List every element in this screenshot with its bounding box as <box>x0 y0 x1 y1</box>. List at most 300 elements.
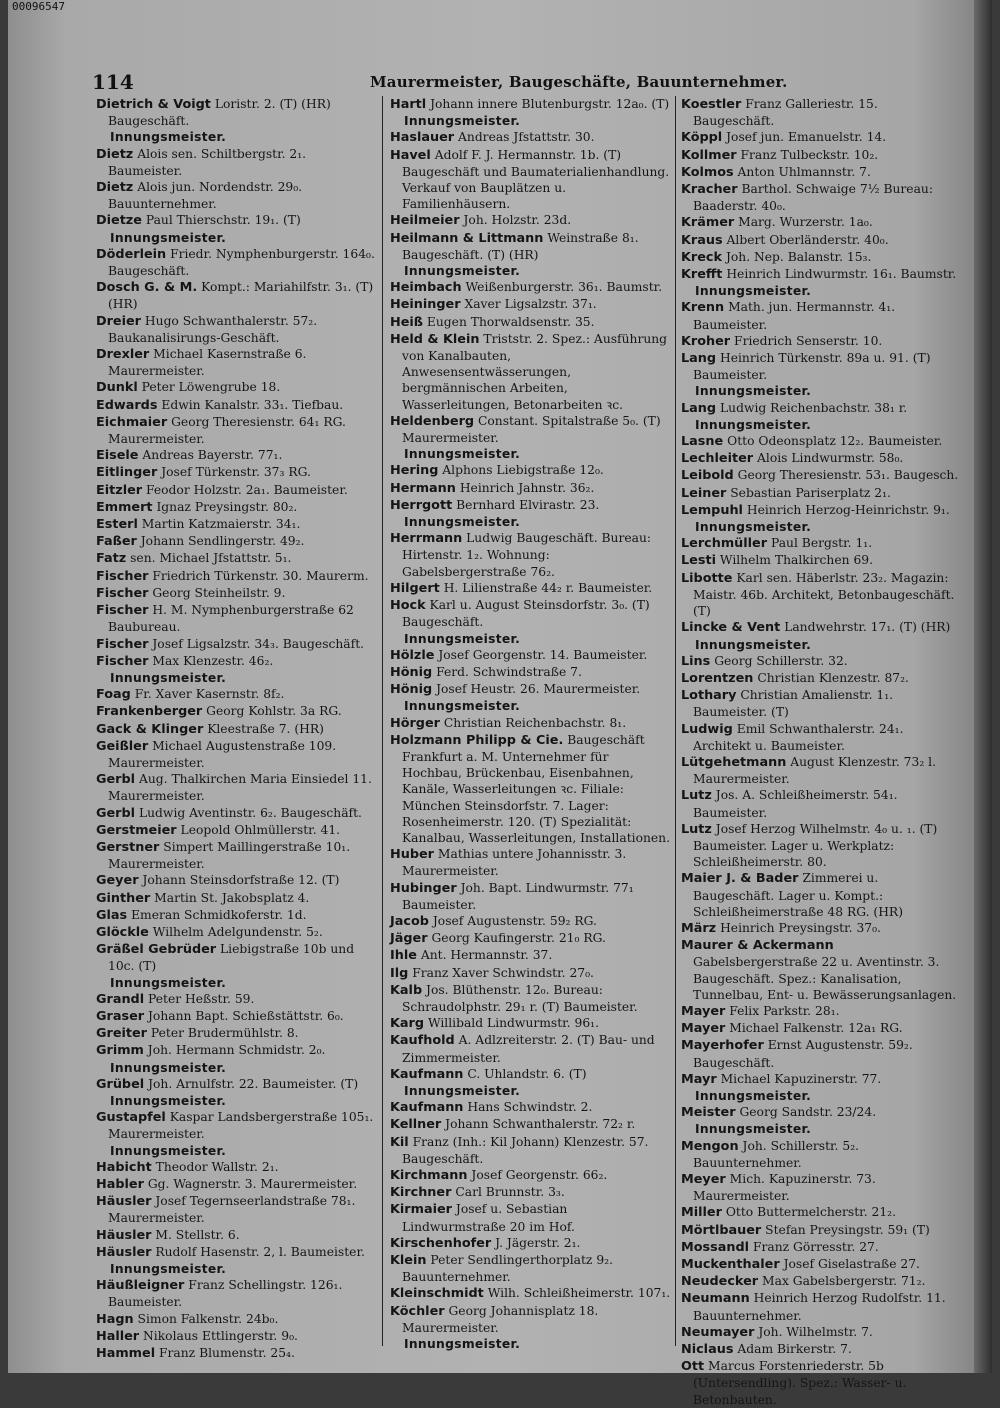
directory-entry <box>96 533 378 550</box>
entry-details: Franz Xaver Schwindstr. 27₀. <box>412 965 594 980</box>
directory-entry <box>96 907 378 924</box>
entry-details: Georg Steinheilstr. 9. <box>152 585 286 600</box>
entry-details: Joh. Nep. Balanstr. 15₃. <box>725 249 872 264</box>
directory-entry <box>681 1273 959 1290</box>
column-rule <box>382 96 383 1346</box>
entry-details: Triststr. 2. Spez.: Ausführung von Kanalbauten, Anwesensentwässerungen, bergmännischen Arbeiten, Wasserleitungen, Betonarbeiten ꝛc. <box>402 331 668 412</box>
entry-details: Friedrich Senserstr. 10. <box>734 333 883 348</box>
entry-name: Kirchmann <box>390 1168 468 1183</box>
entry-details: Georg Kaufingerstr. 21₀ RG. <box>431 931 606 946</box>
entry-name: Neumayer <box>681 1324 755 1340</box>
entry-name: Kil <box>390 1134 409 1150</box>
column-rule <box>675 96 676 1346</box>
entry-name: Held & Klein <box>390 331 480 347</box>
guild-master-marker: Innungsmeister. <box>695 384 812 399</box>
directory-entry <box>96 1311 378 1328</box>
entry-details: Eugen Thorwaldsenstr. 35. <box>426 314 595 329</box>
entry-details: Adam Birkerstr. 7. <box>737 1342 852 1357</box>
entry-name: Lins <box>681 653 711 669</box>
entry-details: Ernst Augustenstr. 59₂. Baugeschäft. <box>693 1038 913 1070</box>
entry-details: Ant. Hermannstr. 37. <box>420 948 553 963</box>
directory-entry <box>681 1290 959 1323</box>
entry-details: Georg Johannisplatz 18. Maurermeister. <box>402 1303 599 1335</box>
guild-master-marker: Innungsmeister. <box>695 637 812 652</box>
entry-details: Simon Falkenstr. 24b₀. <box>137 1311 279 1326</box>
directory-entry <box>96 313 378 346</box>
entry-details: Barthol. Schwaige 7½ Bureau: Baaderstr. 40₀. <box>693 182 933 214</box>
entry-name: Döderlein <box>96 246 167 262</box>
entry-name: Fischer <box>96 585 149 601</box>
directory-entry <box>681 266 959 283</box>
entry-name: Heiß <box>390 314 423 330</box>
entry-name: Grandl <box>96 991 145 1007</box>
entry-details: Josef Heustr. 26. Maurermeister. <box>436 682 641 697</box>
entry-name: Fischer <box>96 653 149 669</box>
entry-details: Zimmerei u. Baugeschäft. Lager u. Kompt.: Schleißheimerstraße 48 RG. (HR) <box>693 871 903 919</box>
entry-name: Habicht <box>96 1159 152 1175</box>
directory-entry <box>681 502 959 519</box>
directory-entry <box>681 1204 959 1221</box>
guild-master-marker: Innungsmeister. <box>404 114 521 129</box>
entry-details: Heinrich Herzog-Heinrichstr. 9₁. <box>746 502 950 517</box>
entry-details: Weinstraße 8₁. Baugeschäft. (T) (HR) <box>402 230 639 262</box>
directory-entry <box>390 1032 672 1065</box>
entry-details: Josef jun. Emanuelstr. 14. <box>726 130 887 145</box>
entry-name: Geyer <box>96 873 139 889</box>
directory-entry <box>681 937 959 1003</box>
directory-entry <box>96 822 378 839</box>
directory-entry <box>390 982 672 1015</box>
directory-entry <box>96 212 378 229</box>
entry-name: Gerstner <box>96 839 160 855</box>
entry-details: Karl sen. Häberlstr. 23₂. Magazin: Maistr. 46b. Architekt, Betonbaugeschäft. (T) <box>693 570 955 619</box>
entry-details: Ludwig Reichenbachstr. 38₁ r. <box>719 400 908 415</box>
entry-details: Friedrich Türkenstr. 30. Maurerm. <box>152 568 369 583</box>
directory-entry <box>390 230 672 263</box>
entry-details: Josef Georgenstr. 14. Baumeister. <box>438 647 648 662</box>
entry-name: Meister <box>681 1105 736 1121</box>
entry-details: Heinrich Herzog Rudolfstr. 11. Bauunternehmer. <box>693 1291 946 1323</box>
entry-details: Hans Schwindstr. 2. <box>467 1100 593 1115</box>
directory-entry <box>681 1003 959 1020</box>
entry-name: Karg <box>390 1016 425 1032</box>
directory-entry <box>96 146 378 179</box>
entry-details: Christian Reichenbachstr. 8₁. <box>443 715 627 730</box>
directory-entry <box>96 1328 378 1345</box>
entry-name: Kirmaier <box>390 1202 452 1218</box>
directory-entry <box>681 1222 959 1239</box>
guild-master-marker: Innungsmeister. <box>110 1093 227 1108</box>
entry-details: Otto Buttermelcherstr. 21₂. <box>725 1205 896 1220</box>
entry-name: Ginther <box>96 890 151 906</box>
directory-entry <box>390 880 672 913</box>
directory-entry <box>390 913 672 930</box>
entry-name: Jacob <box>390 913 429 929</box>
guild-master-marker: Innungsmeister. <box>110 1060 227 1075</box>
directory-entry <box>681 333 959 350</box>
directory-entry <box>681 787 959 820</box>
entry-name: Hartl <box>390 97 427 112</box>
entry-name: Hilgert <box>390 580 440 596</box>
entry-details: Michael Kapuzinerstr. 77. <box>720 1071 882 1086</box>
entry-name: Hagn <box>96 1311 134 1327</box>
directory-entry <box>390 1184 672 1201</box>
entry-name: Frankenberger <box>96 704 203 720</box>
entry-name: Edwards <box>96 397 158 413</box>
directory-entry <box>390 1252 672 1285</box>
entry-details: Max Klenzestr. 46₂. <box>152 653 274 668</box>
entry-details: M. Stellstr. 6. <box>155 1227 240 1242</box>
entry-details: Andreas Jfstattstr. 30. <box>458 130 595 145</box>
entry-name: Eitzler <box>96 482 143 498</box>
entry-name: Mayer <box>681 1003 726 1019</box>
entry-details: Edwin Kanalstr. 33₁. Tiefbau. <box>161 397 344 412</box>
entry-name: Koestler <box>681 97 742 112</box>
directory-entry <box>681 1256 959 1273</box>
entry-name: Gerbl <box>96 805 136 821</box>
entry-details: Kompt.: Mariahilfstr. 3₁. (T)(HR) <box>108 280 374 312</box>
entry-details: Mathias untere Johannisstr. 3. Maurermeister. <box>402 847 627 879</box>
entry-details: Joh. Arnulfstr. 22. Baumeister. (T) <box>148 1076 359 1091</box>
guild-master-marker: Innungsmeister. <box>404 631 521 646</box>
directory-entry <box>390 1116 672 1133</box>
entry-name: Hermann <box>390 480 456 496</box>
entry-name: Gustapfel <box>96 1110 166 1126</box>
entry-details: Georg Theresienstr. 64₁ RG. Maurermeister. <box>108 414 346 447</box>
entry-details: Johann Sendlingerstr. 49₂. <box>140 534 305 549</box>
column-1 <box>96 96 378 1362</box>
directory-entry <box>96 1109 378 1142</box>
entry-name: Heilmann & Littmann <box>390 230 544 246</box>
entry-name: Kracher <box>681 182 738 198</box>
entry-details: Otto Odeonsplatz 12₂. Baumeister. <box>727 434 943 449</box>
entry-details: Franz Schellingstr. 126₁. Baumeister. <box>108 1278 343 1310</box>
entry-name: Glöckle <box>96 924 149 940</box>
entry-name: Kolmos <box>681 164 734 180</box>
entry-name: Klein <box>390 1253 427 1269</box>
entry-details: Paul Bergstr. 1₁. <box>770 536 873 551</box>
entry-details: Johann Bapt. Schießstättstr. 6₀. <box>147 1008 344 1023</box>
entry-name: Dietze <box>96 213 142 229</box>
entry-name: Krenn <box>681 300 725 316</box>
directory-entry <box>681 350 959 383</box>
entry-details: Weißenburgerstr. 36₁. Baumstr. <box>465 280 663 295</box>
directory-entry <box>96 839 378 872</box>
entry-name: Leiner <box>681 485 727 501</box>
directory-entry <box>390 147 672 213</box>
directory-entry <box>390 1303 672 1336</box>
directory-entry <box>390 681 672 698</box>
directory-entry <box>96 602 378 635</box>
directory-entry <box>96 1176 378 1193</box>
entry-name: Foag <box>96 687 131 703</box>
page-number: 114 <box>92 70 134 94</box>
entry-name: Holzmann Philipp & Cie. <box>390 732 564 748</box>
entry-name: Kirchner <box>390 1185 452 1201</box>
entry-name: Ilg <box>390 965 409 981</box>
entry-name: Hering <box>390 463 439 479</box>
entry-name: Hammel <box>96 1346 156 1362</box>
entry-name: Gräßel Gebrüder <box>96 942 217 958</box>
directory-entry <box>390 212 672 229</box>
entry-details: Marcus Forstenriederstr. 5b (Untersendling). Spez.: Wasser- u. Betonbauten. <box>693 1359 907 1407</box>
entry-name: Hubinger <box>390 880 457 896</box>
directory-entry <box>96 924 378 941</box>
directory-entry <box>390 413 672 446</box>
entry-details: Marg. Wurzerstr. 1a₀. <box>738 215 873 230</box>
directory-entry <box>390 480 672 497</box>
entry-details: Franz Galleriestr. 15. Baugeschäft. <box>693 97 878 129</box>
directory-entry <box>96 872 378 889</box>
directory-entry <box>681 400 959 417</box>
entry-name: Fatz <box>96 551 127 567</box>
entry-name: Gerstmeier <box>96 822 177 838</box>
guild-master-marker: Innungsmeister. <box>110 670 227 685</box>
entry-details: Michael Augustenstraße 109. Maurermeister. <box>108 738 337 770</box>
entry-name: Dietrich & Voigt <box>96 97 211 112</box>
entry-details: Peter Löwengrube 18. <box>141 380 281 395</box>
guild-master-marker: Innungsmeister. <box>404 1337 521 1352</box>
directory-entry <box>681 1104 959 1121</box>
entry-name: Dreier <box>96 313 141 329</box>
directory-entry <box>390 1285 672 1302</box>
directory-entry <box>96 279 378 312</box>
directory-entry <box>96 1227 378 1244</box>
directory-entry <box>681 687 959 720</box>
entry-details: Leopold Ohlmüllerstr. 41. <box>180 822 341 837</box>
directory-entry <box>681 1171 959 1204</box>
entry-details: Wilh. Schleißheimerstr. 107₁. <box>487 1286 671 1301</box>
entry-details: Michael Kasernstraße 6. Maurermeister. <box>108 347 307 379</box>
entry-details: Peter Sendlingerthorplatz 9₂. Bauunternehmer. <box>402 1253 613 1285</box>
directory-entry <box>390 846 672 879</box>
entry-name: Lerchmüller <box>681 536 768 552</box>
entry-details: Friedr. Nymphenburgerstr. 164₀. Baugeschäft. <box>108 246 375 279</box>
entry-name: Mossandl <box>681 1239 750 1255</box>
entry-details: Johann Schwanthalerstr. 72₂ r. <box>445 1117 636 1132</box>
entry-name: Gack & Klinger <box>96 721 204 737</box>
guild-master-marker: Innungsmeister. <box>695 520 812 535</box>
entry-details: Josef Augustenstr. 59₂ RG. <box>432 913 597 928</box>
entry-name: Kaufmann <box>390 1100 464 1116</box>
entry-details: Heinrich Lindwurmstr. 16₁. Baumstr. <box>726 267 957 282</box>
entry-details: Joh. Schillerstr. 5₂. Bauunternehmer. <box>693 1138 860 1170</box>
directory-entry <box>681 232 959 249</box>
entry-details: Alois jun. Nordendstr. 29₀. Bauunternehmer. <box>108 180 303 212</box>
guild-master-marker: Innungsmeister. <box>404 1083 521 1098</box>
entry-details: Heinrich Türkenstr. 89a u. 91. (T) Baumeister. <box>693 351 931 383</box>
guild-master-marker: Innungsmeister. <box>404 447 521 462</box>
entry-name: Mayr <box>681 1071 717 1087</box>
directory-entry <box>96 941 378 974</box>
entry-name: Grübel <box>96 1076 145 1092</box>
directory-entry <box>681 214 959 231</box>
entry-details: Jos. Blüthenstr. 12₀. Bureau: Schraudolphstr. 29₁ r. (T) Baumeister. <box>402 982 638 1014</box>
entry-name: Kleinschmidt <box>390 1286 484 1302</box>
entry-name: Kroher <box>681 333 731 349</box>
entry-name: Glas <box>96 907 128 923</box>
entry-details: Landwehrstr. 17₁. (T) (HR) <box>784 620 951 635</box>
entry-name: Häußleigner <box>96 1278 185 1294</box>
entry-name: Eichmaier <box>96 414 168 430</box>
entry-details: Paul Thierschstr. 19₁. (T) <box>145 213 301 228</box>
entry-name: Hock <box>390 598 426 614</box>
directory-entry <box>390 965 672 982</box>
directory-entry <box>390 647 672 664</box>
entry-name: Herrgott <box>390 497 453 513</box>
directory-entry <box>390 715 672 732</box>
entry-name: Häusler <box>96 1244 152 1260</box>
entry-name: Ihle <box>390 948 417 964</box>
directory-entry <box>390 279 672 296</box>
directory-entry <box>681 299 959 332</box>
directory-entry <box>681 821 959 871</box>
entry-details: Ludwig Aventinstr. 6₂. Baugeschäft. <box>138 805 362 820</box>
entry-name: Herrmann <box>390 531 463 547</box>
directory-entry <box>390 462 672 479</box>
directory-entry <box>96 805 378 822</box>
entry-details: Alois Lindwurmstr. 58₀. <box>757 451 904 466</box>
directory-entry <box>96 346 378 379</box>
guild-master-marker: Innungsmeister. <box>110 1143 227 1158</box>
directory-entry <box>390 664 672 681</box>
directory-entry <box>390 1134 672 1167</box>
entry-details: Max Gabelsbergerstr. 71₂. <box>762 1274 926 1289</box>
entry-details: Christian Klenzestr. 87₂. <box>757 670 909 685</box>
entry-details: Mich. Kapuzinerstr. 73. Maurermeister. <box>693 1172 876 1204</box>
entry-details: Andreas Bayerstr. 77₁. <box>142 448 283 463</box>
column-2 <box>390 96 672 1352</box>
entry-name: Fischer <box>96 568 149 584</box>
directory-entry <box>96 1025 378 1042</box>
directory-entry <box>96 499 378 516</box>
directory-entry <box>96 636 378 653</box>
entry-details: Ludwig Baugeschäft. Bureau: Hirtenstr. 1₂. Wohnung: Gabelsbergerstraße 76₂. <box>402 531 652 579</box>
entry-name: Greiter <box>96 1026 147 1042</box>
directory-entry <box>681 1037 959 1070</box>
directory-entry <box>681 535 959 552</box>
entry-name: Köchler <box>390 1303 445 1319</box>
entry-details: Willibald Lindwurmstr. 96₁. <box>427 1016 599 1031</box>
entry-details: Baugeschäft Frankfurt a. M. Unternehmer für Hochbau, Brückenbau, Eisenbahnen, Kanäle, Wasserleitungen ꝛc. Filiale: München Steinsdorfstr. 7. Lager: Rosenheimerstr. 120. (T) Spezialität: Kanalbau, Wasserleitungen, Installationen. <box>402 732 670 845</box>
entry-details: Stefan Preysingstr. 59₁ (T) <box>765 1222 930 1237</box>
entry-details: Josef Giselastraße 27. <box>783 1257 920 1272</box>
entry-details: Peter Heßstr. 59. <box>148 991 255 1006</box>
directory-entry <box>96 397 378 414</box>
entry-details: Aug. Thalkirchen Maria Einsiedel 11. Maurermeister. <box>108 772 372 804</box>
entry-details: Wilhelm Thalkirchen 69. <box>719 553 873 568</box>
entry-name: Heldenberg <box>390 413 475 429</box>
entry-details: Joh. Bapt. Lindwurmstr. 77₁ Baumeister. <box>402 880 634 912</box>
entry-details: Karl u. August Steinsdorfstr. 3₀. (T) Baugeschäft. <box>402 598 650 630</box>
directory-entry <box>681 1324 959 1341</box>
directory-entry <box>96 246 378 279</box>
entry-name: Kirschenhofer <box>390 1235 492 1251</box>
entry-details: J. Jägerstr. 2₁. <box>495 1235 581 1250</box>
entry-name: Jäger <box>390 931 428 947</box>
entry-name: Haller <box>96 1328 140 1344</box>
entry-name: Hönig <box>390 664 433 680</box>
entry-name: März <box>681 920 717 936</box>
entry-details: Franz (Inh.: Kil Johann) Klenzestr. 57. Baugeschäft. <box>402 1134 649 1166</box>
entry-details: Bernhard Elvirastr. 23. <box>456 497 600 512</box>
running-title: Maurermeister, Baugeschäfte, Bauunternehmer. <box>370 73 788 91</box>
entry-name: Heilmeier <box>390 213 460 229</box>
entry-details: Michael Falkenstr. 12a₁ RG. <box>729 1021 903 1036</box>
entry-details: Josef Herzog Wilhelmstr. 4₀ u. ₁. (T) Baumeister. Lager u. Werkplatz: Schleißheimerstr. 80. <box>693 821 938 870</box>
entry-name: Maurer & Ackermann <box>681 938 834 954</box>
directory-entry <box>681 552 959 569</box>
entry-details: Rudolf Hasenstr. 2, l. Baumeister. <box>155 1244 365 1259</box>
directory-entry <box>96 414 378 447</box>
directory-entry <box>390 331 672 413</box>
entry-name: Lorentzen <box>681 670 754 686</box>
directory-entry <box>681 1341 959 1358</box>
entry-name: Lesti <box>681 553 716 569</box>
entry-name: Lütgehetmann <box>681 754 787 770</box>
entry-name: Lothary <box>681 688 737 704</box>
directory-entry <box>681 1071 959 1088</box>
directory-entry <box>681 1020 959 1037</box>
entry-details: Martin St. Jakobsplatz 4. <box>154 890 310 905</box>
entry-details: Christian Amalienstr. 1₁. Baumeister. (T) <box>693 688 894 720</box>
directory-entry <box>96 585 378 602</box>
directory-entry <box>96 447 378 464</box>
entry-details: Emeran Schmidkoferstr. 1d. <box>131 907 307 922</box>
entry-name: Häusler <box>96 1194 152 1210</box>
guild-master-marker: Innungsmeister. <box>695 417 812 432</box>
entry-name: Hölzle <box>390 647 435 663</box>
directory-entry <box>681 721 959 754</box>
guild-master-marker: Innungsmeister. <box>110 1262 227 1277</box>
entry-name: Lang <box>681 351 717 367</box>
entry-details: Josef u. Sebastian Lindwurmstraße 20 im Hof. <box>402 1202 575 1234</box>
entry-name: Kreck <box>681 249 723 265</box>
entry-details: Theodor Wallstr. 2₁. <box>155 1159 279 1174</box>
entry-details: Alois sen. Schiltbergstr. 2₁. Baumeister. <box>108 146 307 178</box>
entry-name: Huber <box>390 847 434 863</box>
entry-details: Albert Oberländerstr. 40₀. <box>726 232 889 247</box>
entry-details: Josef Georgenstr. 66₂. <box>471 1168 608 1182</box>
entry-details: C. Uhlandstr. 6. (T) <box>467 1066 587 1081</box>
entry-details: Georg Schillerstr. 32. <box>714 653 848 668</box>
entry-name: Lasne <box>681 434 724 450</box>
entry-details: Josef Tegernseerlandstraße 78₁. Maurermeister. <box>108 1194 356 1226</box>
entry-details: sen. Michael Jfstattstr. 5₁. <box>130 551 292 566</box>
directory-entry <box>96 568 378 585</box>
directory-entry <box>96 379 378 396</box>
entry-name: Kaufhold <box>390 1033 455 1049</box>
entry-name: Lincke & Vent <box>681 620 781 636</box>
entry-name: Fischer <box>96 636 149 652</box>
entry-details: Fr. Xaver Kasernstr. 8f₂. <box>134 687 285 702</box>
directory-entry <box>390 296 672 313</box>
guild-master-marker: Innungsmeister. <box>404 699 521 714</box>
entry-name: Lutz <box>681 788 712 804</box>
directory-entry <box>390 530 672 580</box>
entry-name: Lempuhl <box>681 502 743 518</box>
directory-entry <box>96 1008 378 1025</box>
entry-name: Fischer <box>96 603 149 619</box>
entry-details: Johann innere Blutenburgstr. 12a₀. (T) <box>430 97 670 111</box>
entry-name: Grimm <box>96 1043 144 1059</box>
entry-name: Lutz <box>681 821 712 837</box>
directory-entry <box>390 1015 672 1032</box>
entry-name: Häusler <box>96 1227 152 1243</box>
directory-entry <box>390 96 672 113</box>
directory-entry <box>96 179 378 212</box>
entry-name: Habler <box>96 1177 144 1192</box>
